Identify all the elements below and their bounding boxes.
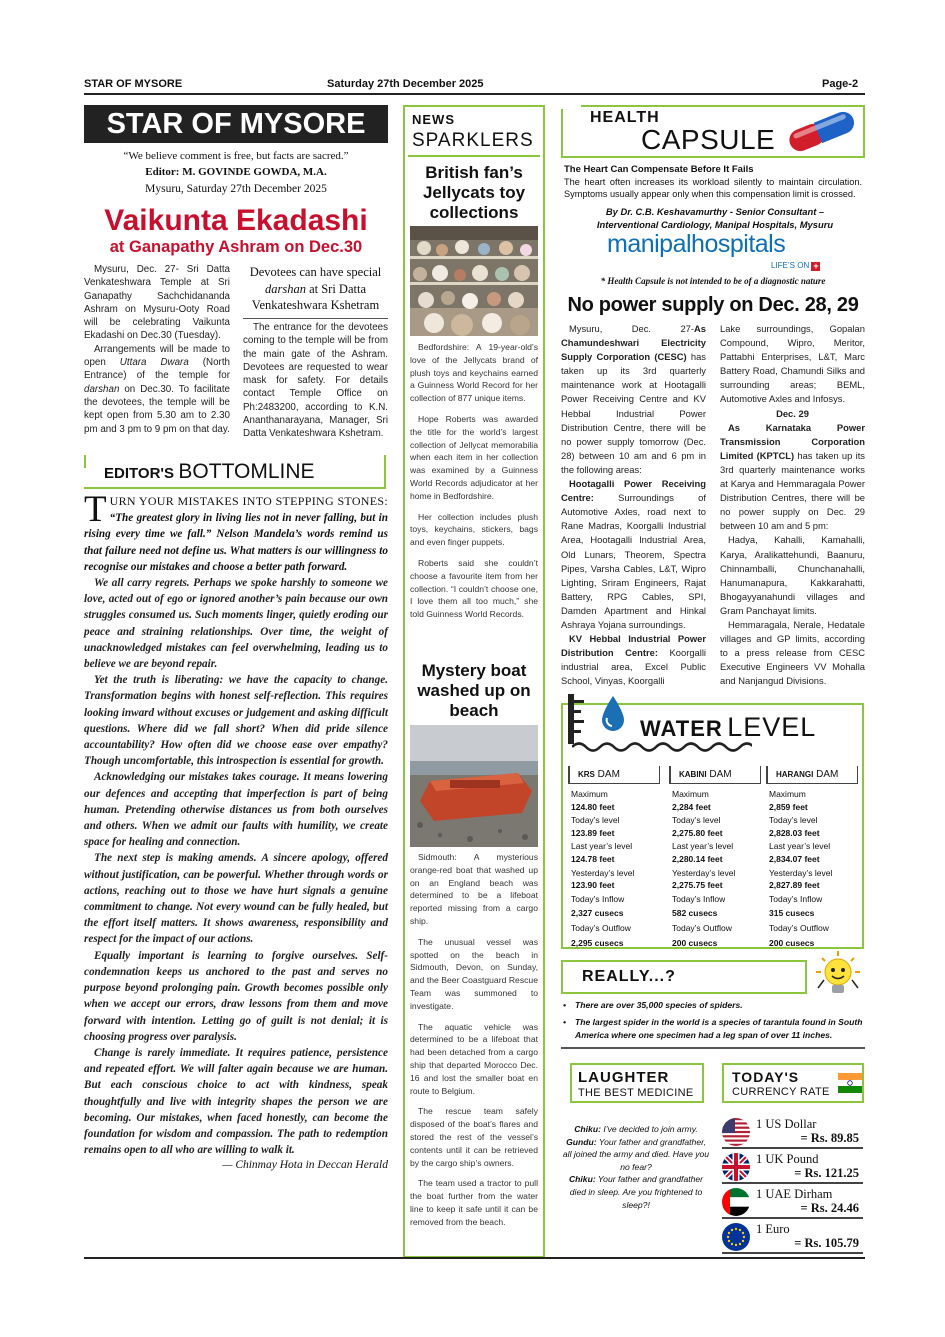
harangi-max-value: 2,859 feet <box>769 801 808 812</box>
krs-today-value: 123.89 feet <box>571 827 615 838</box>
power-para-4: Lake surroundings, Gopalan Compound, Wipro, Meritor, Pattabhi Enterprises, L&T, Marc Battery Road, Chamundi Silks and surrounding areas; BEML, Automotive Axles and Infosys. <box>720 323 865 405</box>
header-rule <box>84 93 865 95</box>
harangi-inflow-label: Today’s Inflow <box>769 893 823 904</box>
harangi-yest-value: 2,827.89 feet <box>769 880 820 891</box>
power-column-1 <box>561 322 706 688</box>
power-para-1: Mysuru, Dec. 27-As Chamundeshwari Electricity Supply Corporation (CESC) has taken up its 3rd quarterly maintenance work at Hootagalli Power Receiving Centre and KV Hebbal Industrial Power Distribution Centre, there will be no power supply tomorrow (Dec. 28) between 10 am and 6 pm in the following areas: <box>561 323 706 475</box>
news-1-para-3: Her collection includes plush toys, keychains, stickers, bags and even finger puppets. <box>410 511 538 548</box>
news-2-para-1: Sidmouth: A mysterious orange-red boat that washed up on an England beach was determined to be a lifeboat reported missing from a cargo ship. <box>410 852 538 926</box>
health-label-top: HEALTH <box>590 109 660 126</box>
health-body: The heart often increases its workload silently to maintain circulation. Symptoms usually appear only when this compensation limit is crossed. <box>564 177 862 200</box>
boat-photo <box>410 725 538 847</box>
editor-paragraph-2: Yet the truth is liberating: we have the capacity to change. Transformation begins with honest self-reflection. This requires looking inward without excuses or judgement and asking difficult questions. Where did we fall short? When did pride silence accountability? How often did we choose ease over empathy? Though uncomfortable, this introspection is essential for growth. <box>84 674 388 768</box>
currency-row-gbp <box>722 1150 863 1184</box>
kabini-inflow-label: Today’s Inflow <box>672 893 726 904</box>
masthead-logo: STAR OF MYSORE <box>84 105 388 143</box>
harangi-yest-label: Yesterday’s level <box>769 867 833 878</box>
kabini-today-label: Today’s level <box>672 815 721 826</box>
currency-row-usd <box>722 1115 863 1149</box>
editor-drop-cap: T <box>84 489 107 530</box>
currency-label-bottom: CURRENCY RATE <box>732 1086 830 1098</box>
health-label-tab <box>561 101 581 109</box>
laughter-label-top: LAUGHTER <box>578 1069 670 1086</box>
news-2-para-3: The aquatic vehicle was determined to be a lifeboat that had been detached from a cargo ship that departed Morocco Dec. 16 and lost the smaller boat en route to Belgium. <box>410 1021 538 1096</box>
krs-inflow-value: 2,327 cusecs <box>571 908 624 919</box>
vaikunta-paragraph-2: Arrangements will be made to open Uttara Dwara (North Entrance) of the temple for darshan on Dec.30. To facilitate the devotees, the temple will be kept open from 5.30 am to 2.30 pm and 3 pm to 9 pm on that day. <box>84 343 230 435</box>
editor-lead: TURN YOUR MISTAKES INTO STEPPING STONES: “The greatest glory in living lies not in never falling, but in rising every time we fall.” Nelson Mandela’s words remind us that failure need not define us. What matters is our willingness to recognise our mistakes and choose a better path forward. <box>84 489 388 573</box>
power-dec29-heading: Dec. 29 <box>776 407 809 419</box>
news-1-para-4: Roberts said she couldn’t choose a favourite item from her collection. “I couldn’t choose one, I love them all too much,” she told Guinness World Records. <box>410 557 538 620</box>
aed-value: = Rs. 24.46 <box>800 1201 859 1215</box>
joke-line-2: Gundu: Your father and grandfather, all joined the army and died. Have you no fear? <box>562 1136 710 1172</box>
vaikunta-paragraph-3: The entrance for the devotees coming to the temple will be from the main gate of the Ashram. Devotees are requested to wear mask for safety. For details contact Temple Office on Ph:2483200, according to K.N. Ananthanarayana, Manager, Sri Datta Venkateshwara Kshetram. <box>243 322 388 440</box>
masthead-dateline: Mysuru, Saturday 27th December 2025 <box>145 183 327 195</box>
really-item-1: • There are over 35,000 species of spiders. <box>563 1000 743 1010</box>
really-item-2: • The largest spider in the world is a species of tarantula found in South America where one specimen had a leg span of over 11 inches. <box>563 1016 863 1040</box>
footer-rule <box>84 1257 865 1259</box>
editor-label: EDITOR'S BOTTOMLINE <box>104 460 315 483</box>
krs-outflow-label: Today’s Outflow <box>571 922 631 933</box>
water-label: WATER LEVEL <box>640 712 817 742</box>
editor-paragraph-4: The next step is making amends. A sincere apology, offered without justification, can be powerful. Whether through words or actions, reaching out to those we have hurt signals a genuine commitment to change. Not every wound can be fully healed, but the effort itself matters. It shows awareness, responsibility and respect for the impact of our actions. <box>84 852 388 946</box>
power-headline: No power supply on Dec. 28, 29 <box>567 294 859 316</box>
editor-paragraph-1: We all carry regrets. Perhaps we spoke harshly to someone we love, acted out of ego or ignored another’s pain because our own struggles consumed us. Such moments linger, quietly eroding our peace and straining relationships. Over time, the weight of unacknowledged mistakes can feel overwhelming, leading us to believe we are beyond repair. <box>84 577 388 671</box>
header-paper-name: STAR OF MYSORE <box>84 78 183 90</box>
laughter-label-bottom: THE BEST MEDICINE <box>578 1087 694 1099</box>
power-para-3: KV Hebbal Industrial Power Distribution Centre: Koorgalli industrial area, Excel Public School, Vinyas, Koorgalli <box>561 633 706 687</box>
plus-icon: + <box>813 261 819 271</box>
health-title: The Heart Can Compensate Before It Fails <box>564 164 754 175</box>
harangi-outflow-label: Today’s Outflow <box>769 922 829 933</box>
krs-yest-label: Yesterday’s level <box>571 867 635 878</box>
header-date: Saturday 27th December 2025 <box>327 78 484 90</box>
eur-name: 1 Euro <box>756 1222 790 1236</box>
harangi-inflow-value: 315 cusecs <box>769 908 815 919</box>
health-label-bottom: CAPSULE <box>641 124 776 155</box>
kabini-max-value: 2,284 feet <box>672 801 711 812</box>
vaikunta-headline: Vaikunta Ekadashi <box>104 204 368 237</box>
joke-line-1: Chiku: I’ve decided to join army. <box>574 1124 698 1134</box>
editor-column <box>84 489 388 1173</box>
dam-column-harangi <box>766 766 858 949</box>
eur-value: = Rs. 105.79 <box>794 1236 859 1250</box>
india-flag-icon <box>838 1073 862 1098</box>
harangi-outflow-value: 200 cusecs <box>769 937 815 948</box>
news-label-top: NEWS <box>412 112 455 127</box>
news-story-2 <box>410 851 538 1229</box>
eu-flag-icon <box>722 1223 750 1251</box>
krs-inflow-label: Today’s Inflow <box>571 893 625 904</box>
manipal-logo: manipalhospitals <box>607 230 786 258</box>
editor-paragraph-5: Equally important is learning to forgive ourselves. Self-condemnation keeps us anchored to the past and serves no purpose beyond prolonging pain. Growth becomes possible only when we accept our errors, draw lessons from them and move forward with intention. Letting go of guilt is not denial; it is choosing progress over paralysis. <box>84 949 388 1043</box>
news-story-1 <box>410 341 538 621</box>
really-divider <box>561 1047 865 1049</box>
krs-last-label: Last year’s level <box>571 841 633 852</box>
vaikunta-paragraph-1: Mysuru, Dec. 27- Sri Datta Venkateshwara Temple at Sri Ganapathy Sachchidananda Ashram on Mysuru-Ooty Road will be celebrating Vaikunta Ekadashi on Dec.30 (Tuesday). <box>84 264 230 342</box>
kabini-max-label: Maximum <box>672 789 709 799</box>
kabini-today-value: 2,275.80 feet <box>672 827 723 838</box>
power-para-6: Hadya, Kahalli, Kamahalli, Karya, Aralikattehundi, Baanuru, Chinnamballi, Chunchanahalli, Hanumanapura, Kakkarahatti, Bhogayyanahundi villages and Gram Panchayat limits. <box>720 534 865 616</box>
currency-row-eur <box>722 1220 863 1254</box>
news-headline-1: British fan’s Jellycats toy collections <box>422 163 526 222</box>
dam-column-kabini <box>669 766 761 949</box>
news-2-para-4: The rescue team safely disposed of the boat’s flares and stored the rest of the vessel’s contents until it can be retrieved by the cargo ship’s owners. <box>410 1106 538 1168</box>
dam-column-krs <box>568 766 660 949</box>
editor-label-accent <box>84 455 86 468</box>
editor-credit: — Chinmay Hota in Deccan Herald <box>222 1159 388 1172</box>
us-flag-icon <box>722 1118 750 1146</box>
harangi-today-value: 2,828.03 feet <box>769 827 820 838</box>
header-page-number: Page-2 <box>822 78 859 90</box>
editor-paragraph-3: Acknowledging our mistakes takes courage. It means lowering our defences and accepting that imperfection is part of being human. Pretending otherwise distances us from both ourselves and others. When we admit our faults with humility, we create space for healing and connection. <box>84 771 388 849</box>
news-label-bottom: SPARKLERS <box>412 130 534 151</box>
krs-yest-value: 123.90 feet <box>571 880 615 891</box>
kabini-outflow-label: Today’s Outflow <box>672 922 732 933</box>
power-para-2: Hootagalli Power Receiving Centre: Surroundings of Automotive Axles, road next to Rane Madras, Koorgalli Industrial Area, Hootagalli Industrial Area, Old Lunars, Theorem, Spectra Pipes, Varsha Cables, L&T, Wipro Lighting, Sriram Engineers, Rajat Battery, RPG Cables, SPI, Damden Apartment and Hinkal Ashraya Yojana surroundings. <box>561 478 706 630</box>
bulb-icon <box>814 950 862 1005</box>
dam-title-kabini: KABINI DAM <box>669 766 761 784</box>
news-headline-2: Mystery boat washed up on beach <box>417 661 531 720</box>
kabini-outflow-value: 200 cusecs <box>672 937 718 948</box>
news-2-para-2: The unusual vessel was spotted on the beach in Sidmouth, Devon, on Sunday, and the Beer Coastguard Rescue Team was summoned to investigate. <box>410 936 538 1011</box>
harangi-last-label: Last year’s level <box>769 841 831 852</box>
vaikunta-subheadline: at Ganapathy Ashram on Dec.30 <box>109 238 363 256</box>
gbp-value: = Rs. 121.25 <box>794 1166 859 1180</box>
health-note: * Health Capsule is not intended to be of a diagnostic nature <box>600 276 826 286</box>
krs-max-label: Maximum <box>571 789 608 799</box>
kabini-last-label: Last year’s level <box>672 841 734 852</box>
krs-max-value: 124.80 feet <box>571 801 615 812</box>
gbp-name: 1 UK Pound <box>756 1152 819 1166</box>
power-para-5: As Karnataka Power Transmission Corporation Limited (KPTCL) has taken up its 3rd quarterly maintenance works at Karya and Hemmaragala Power Distribution Centres, there will be no power supply on Dec. 29 between 10 am and 5 pm: <box>720 421 865 532</box>
harangi-last-value: 2,834.07 feet <box>769 853 820 864</box>
news-1-para-2: Hope Roberts was awarded the title for the world’s largest collection of Jellycat memorabilia when each item in her collection was examined by a Guinness World Records adjudicator at her home in Bedfordshire. <box>410 413 538 501</box>
really-label: REALLY...? <box>582 968 676 985</box>
usd-name: 1 US Dollar <box>756 1117 817 1131</box>
news-2-para-5: The team used a tractor to pull the boat further from the water line to keep it safe until it can be removed from the beach. <box>410 1178 538 1227</box>
news-1-para-1: Bedfordshire: A 19-year-old’s love of the Jellycats brand of plush toys and keychains earned a Guinness World Record for her collection of 877 unique items. <box>410 342 538 404</box>
usd-value: = Rs. 89.85 <box>800 1131 859 1145</box>
krs-last-value: 124.78 feet <box>571 853 615 864</box>
vaikunta-pull-quote: Devotees can have special darshan at Sri Datta Venkateshwara Kshetram <box>243 264 388 319</box>
editor-paragraph-6: Change is rarely immediate. It requires patience, persistence and repeated effort. We will falter again because we are human. But each conscious choice to act with kindness, speak thoughtfully and live with integrity shapes the person we are becoming. Our mistakes, when faced honestly, can become the foundation for wisdom and compassion. The path to redemption remains open to all who are willing to walk it. <box>84 1046 388 1157</box>
harangi-today-label: Today’s level <box>769 815 818 826</box>
krs-outflow-value: 2,295 cusecs <box>571 937 624 948</box>
kabini-inflow-value: 582 cusecs <box>672 908 718 919</box>
power-para-7: Hemmaragala, Nerale, Hedatale villages and GP limits, according to a press release from CESC Executive Engineers VV Mohalla and Nanjangud Divisions. <box>720 618 865 687</box>
joke-line-3: Chiku: Your father and grandfather died in sleep. Are you frightened to sleep?! <box>568 1174 704 1210</box>
news-label-rule <box>408 155 540 157</box>
currency-label-top: TODAY'S <box>732 1069 800 1085</box>
vaikunta-column-1 <box>84 263 230 436</box>
uae-flag-icon <box>722 1188 750 1216</box>
health-byline: By Dr. C.B. Keshavamurthy - Senior Consultant – Interventional Cardiology, Manipal Hospitals, Mysuru <box>596 206 834 230</box>
kabini-yest-value: 2,275.75 feet <box>672 880 723 891</box>
pill-capsule-icon <box>782 108 864 161</box>
harangi-max-label: Maximum <box>769 789 806 799</box>
currency-row-aed <box>722 1185 863 1219</box>
manipal-tagline: LIFE’S ON + <box>771 261 819 271</box>
laughter-joke <box>561 1123 711 1211</box>
power-column-2 <box>720 322 865 688</box>
krs-today-label: Today’s level <box>571 815 620 826</box>
masthead-editor: Editor: M. GOVINDE GOWDA, M.A. <box>145 166 327 178</box>
dam-title-harangi: HARANGI DAM <box>766 766 858 784</box>
really-list <box>563 999 865 1043</box>
masthead-motto: “We believe comment is free, but facts are sacred.” <box>123 150 349 162</box>
dam-title-krs: KRS DAM <box>568 766 660 784</box>
kabini-yest-label: Yesterday’s level <box>672 867 736 878</box>
uk-flag-icon <box>722 1153 750 1181</box>
jellycat-photo <box>410 226 538 336</box>
aed-name: 1 UAE Dirham <box>756 1187 833 1201</box>
kabini-last-value: 2,280.14 feet <box>672 853 723 864</box>
